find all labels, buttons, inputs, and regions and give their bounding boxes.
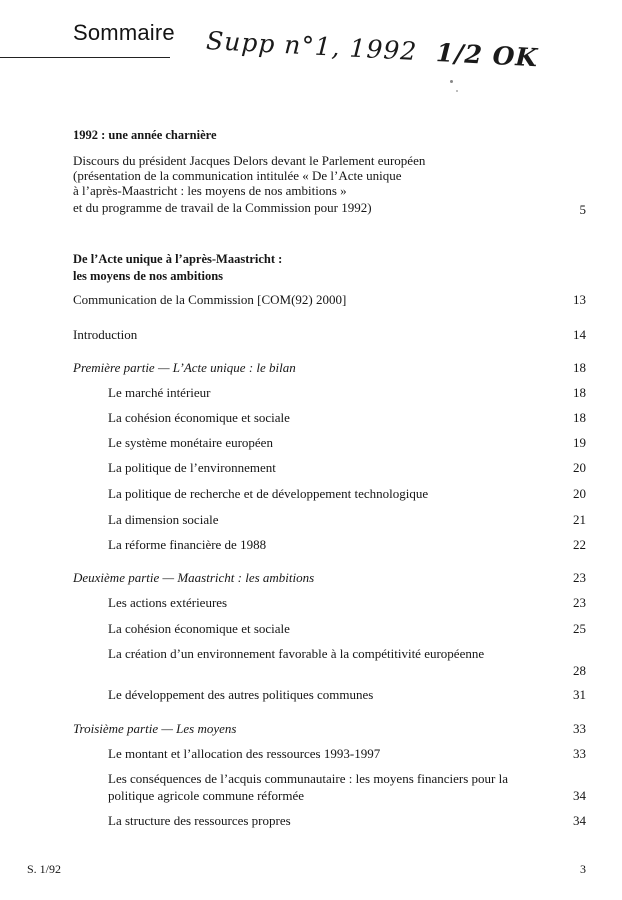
toc-entry (73, 326, 586, 343)
toc-entry-page: 18 (573, 360, 586, 375)
toc-part-heading (73, 569, 586, 586)
toc-entry-page: 18 (573, 410, 586, 425)
toc-entry-page: 23 (573, 595, 586, 610)
toc-entry-page: 31 (573, 687, 586, 702)
toc-entry-page: 25 (573, 621, 586, 636)
section-heading-acte-unique: De l’Acte unique à l’après-Maastricht : (73, 252, 283, 266)
toc-entry-title: La politique de recherche et de développement technologique (108, 486, 429, 501)
toc-entry-page: 19 (573, 435, 586, 450)
toc-entry-title: Le marché intérieur (108, 385, 211, 400)
toc-entry (108, 485, 586, 502)
toc-entry (108, 536, 586, 553)
toc-entry-page: 34 (573, 788, 586, 803)
handwritten-reference: Supp n°1, 1992 (205, 26, 418, 67)
section-heading-1992: 1992 : une année charnière (73, 128, 217, 142)
toc-entry (108, 645, 586, 678)
toc-entry (73, 291, 586, 308)
section1-line: (présentation de la communication intitulée « De l’Acte unique (73, 168, 402, 183)
toc-entry-page: 20 (573, 460, 586, 475)
toc-entry-title: La création d’un environnement favorable à la compétitivité européenne (108, 646, 485, 661)
toc-entry-title: Le développement des autres politiques communes (108, 687, 374, 702)
toc-entry-page: 13 (573, 292, 586, 307)
toc-entry-page: 33 (573, 721, 586, 736)
toc-entry (108, 770, 586, 804)
toc-entry-title: Deuxième partie — Maastricht : les ambitions (73, 570, 315, 585)
toc-entry-title: Le système monétaire européen (108, 435, 273, 450)
title-underline (0, 57, 170, 58)
section1-line: Discours du président Jacques Delors devant le Parlement européen (73, 153, 426, 168)
footer-page-number: 3 (580, 862, 586, 876)
toc-entry-title: La structure des ressources propres (108, 813, 291, 828)
toc-entry-page: 22 (573, 537, 586, 552)
toc-entry-title: Les conséquences de l’acquis communautaire : les moyens financiers pour la politique agricole commune réformée (108, 771, 508, 803)
toc-entry-page: 21 (573, 512, 586, 527)
toc-entry (108, 459, 586, 476)
toc-entry-title: La dimension sociale (108, 512, 219, 527)
section-heading-acte-unique-line2: les moyens de nos ambitions (73, 269, 224, 283)
toc-entry-title: La politique de l’environnement (108, 460, 276, 475)
toc-entry-page: 20 (573, 486, 586, 501)
toc-entry (108, 511, 586, 528)
toc-entry-page: 33 (573, 746, 586, 761)
toc-entry (108, 620, 586, 637)
toc-entry (108, 594, 586, 611)
handwritten-ok-mark: 1/2 OK (435, 38, 539, 73)
toc-entry-title: Les actions extérieures (108, 595, 228, 610)
section1-line: à l’après-Maastricht : les moyens de nos ambitions » (73, 183, 347, 198)
toc-entry-page: 18 (573, 385, 586, 400)
toc-entry-page: 23 (573, 570, 586, 585)
toc-entry-title: Communication de la Commission [COM(92) 2000] (73, 292, 347, 307)
page-title: Sommaire (73, 20, 175, 45)
toc-entry-title: Troisième partie — Les moyens (73, 721, 237, 736)
toc-entry (108, 434, 586, 451)
toc-part-heading (73, 720, 586, 737)
toc-entry (108, 745, 586, 762)
toc-entry-title: La cohésion économique et sociale (108, 621, 290, 636)
toc-entry-title: Première partie — L’Acte unique : le bilan (73, 360, 296, 375)
toc-entry (108, 812, 586, 829)
ink-speck (450, 80, 453, 83)
footer-reference: S. 1/92 (27, 862, 62, 876)
toc-entry-title: La cohésion économique et sociale (108, 410, 290, 425)
section1-page-number: 5 (579, 202, 586, 217)
toc-entry-title: Le montant et l’allocation des ressources 1993-1997 (108, 746, 381, 761)
toc-entry-title: La réforme financière de 1988 (108, 537, 267, 552)
toc-entry-title: Introduction (73, 327, 138, 342)
toc-entry (108, 686, 586, 703)
ink-speck (456, 90, 458, 92)
toc-part-heading (73, 359, 586, 376)
handwritten-annotation (205, 26, 538, 72)
toc-entry-page: 28 (573, 663, 586, 678)
toc-entry (108, 409, 586, 426)
toc-entry-page: 14 (573, 327, 586, 342)
toc-entry-page: 34 (573, 813, 586, 828)
section1-line: et du programme de travail de la Commission pour 1992) (73, 200, 372, 215)
toc-entry (108, 384, 586, 401)
